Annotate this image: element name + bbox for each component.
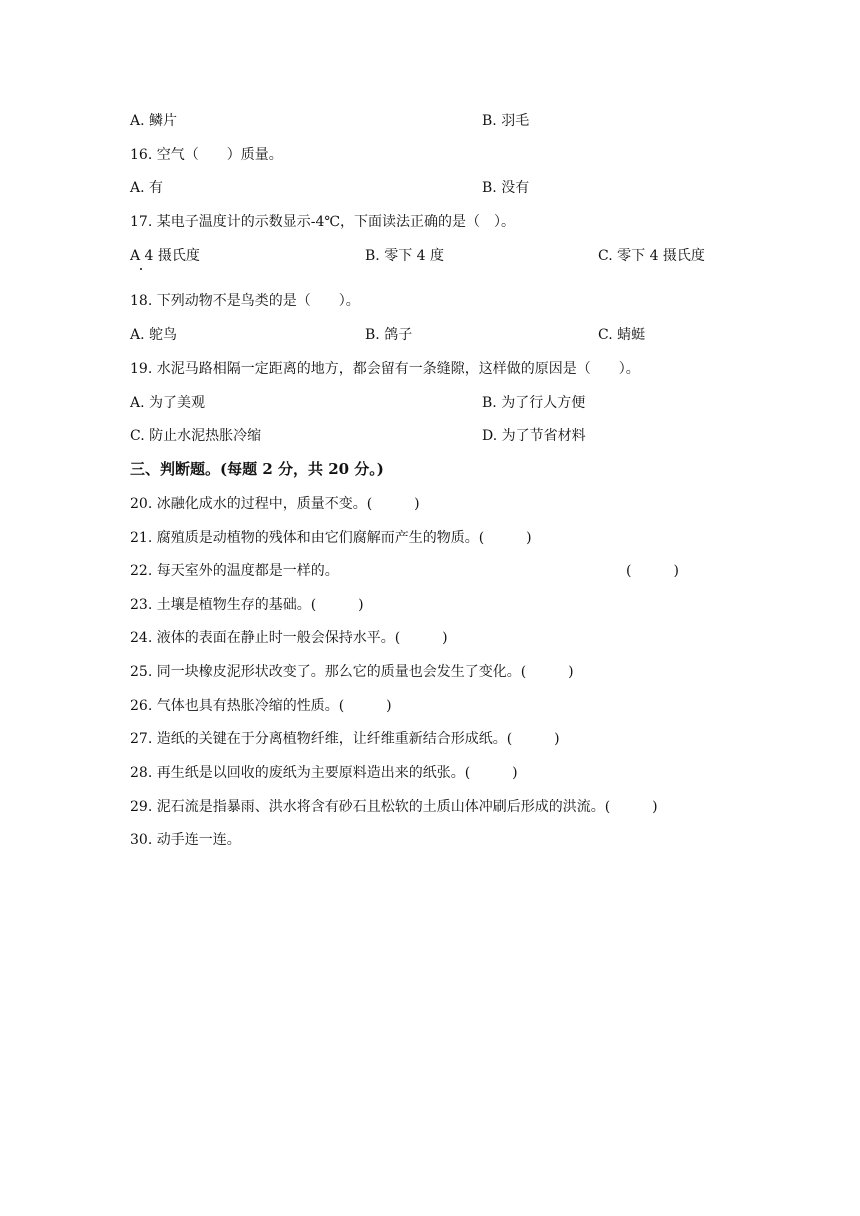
q19-option-d: D. 为了节省材料 <box>482 428 586 444</box>
q18-option-b: B. 鸽子 <box>365 327 413 343</box>
q19-option-b: B. 为了行人方便 <box>482 395 586 411</box>
judgment-20: 20. 冰融化成水的过程中，质量不变。( ) <box>130 496 420 512</box>
q16-option-a: A. 有 <box>130 180 164 196</box>
q17-option-a: A 4 摄氏度 <box>130 248 200 264</box>
q19-question: 19. 水泥马路相隔一定距离的地方，都会留有一条缝隙，这样做的原因是（ ）。 <box>130 361 640 377</box>
q17-option-c: C. 零下 4 摄氏度 <box>598 248 705 264</box>
judgment-22: 22. 每天室外的温度都是一样的。 <box>130 563 339 579</box>
judgment-24: 24. 液体的表面在静止时一般会保持水平。( ) <box>130 630 448 646</box>
q16-option-b: B. 没有 <box>482 180 530 196</box>
q19-option-c: C. 防止水泥热胀冷缩 <box>130 428 262 444</box>
judgment-25: 25. 同一块橡皮泥形状改变了。那么它的质量也会发生了变化。( ) <box>130 664 574 680</box>
judgment-27: 27. 造纸的关键在于分离植物纤维，让纤维重新结合形成纸。( ) <box>130 731 560 747</box>
judgment-29: 29. 泥石流是指暴雨、洪水将含有砂石且松软的土质山体冲刷后形成的洪流。( ) <box>130 799 658 815</box>
q17-option-a-dot <box>140 268 142 270</box>
q16-question: 16. 空气（ ）质量。 <box>130 147 283 163</box>
q15-option-a: A. 鳞片 <box>130 113 178 129</box>
judgment-22-paren: ( ) <box>626 563 679 579</box>
judgment-21: 21. 腐殖质是动植物的残体和由它们腐解而产生的物质。( ) <box>130 530 532 546</box>
judgment-23: 23. 土壤是植物生存的基础。( ) <box>130 597 364 613</box>
q17-option-b: B. 零下 4 度 <box>365 248 444 264</box>
q30-question: 30. 动手连一连。 <box>130 832 241 848</box>
q15-option-b: B. 羽毛 <box>482 113 530 129</box>
judgment-28: 28. 再生纸是以回收的废纸为主要原料造出来的纸张。( ) <box>130 765 518 781</box>
q18-question: 18. 下列动物不是鸟类的是（ ）。 <box>130 293 360 309</box>
q19-option-a: A. 为了美观 <box>130 395 206 411</box>
q18-option-a: A. 鸵鸟 <box>130 327 178 343</box>
q17-question: 17. 某电子温度计的示数显示-4℃，下面读法正确的是（ ）。 <box>130 214 516 230</box>
section-3-heading: 三、判断题。(每题 2 分，共 20 分。) <box>130 460 384 478</box>
judgment-26: 26. 气体也具有热胀冷缩的性质。( ) <box>130 698 392 714</box>
q18-option-c: C. 蜻蜓 <box>598 327 646 343</box>
